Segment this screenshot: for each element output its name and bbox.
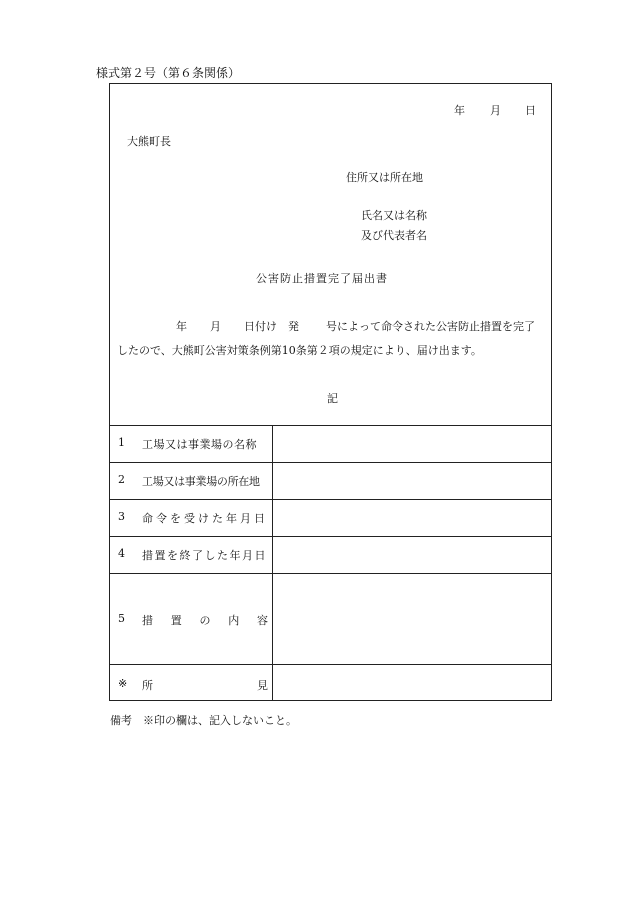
table-row-divider [109, 499, 552, 500]
table-row [118, 473, 268, 489]
body-day-issued: 日付け 発 [244, 320, 299, 333]
table-row [118, 436, 268, 452]
row-number: 3 [118, 510, 125, 523]
row-number: 1 [118, 436, 125, 449]
body-year: 年 [176, 320, 187, 333]
table-row [118, 547, 268, 563]
table-row-divider [109, 462, 552, 463]
label-start: 所 [142, 679, 153, 692]
row-label: 命令を受けた年月日 [142, 512, 268, 525]
table-row [118, 510, 268, 526]
row-label: 工場又は事業場の名称 [142, 438, 257, 451]
table-column-divider [272, 425, 273, 701]
date-day: 日 [525, 104, 536, 117]
table-row [118, 612, 268, 628]
row-number: 5 [118, 612, 125, 625]
label-char: の [199, 614, 211, 627]
row-number: ※ [118, 677, 128, 690]
table-row-divider [109, 536, 552, 537]
label-char: 容 [257, 614, 268, 627]
footer-note: 備考 ※印の欄は、記入しないこと。 [110, 714, 297, 727]
form-number: 様式第２号（第６条関係） [96, 66, 241, 80]
table-row-divider [109, 573, 552, 574]
table-row [118, 677, 268, 693]
row-number: 2 [118, 473, 125, 486]
date-year: 年 [454, 104, 465, 117]
name-label-1: 氏名又は名称 [361, 209, 427, 222]
date-month: 月 [490, 104, 501, 117]
ki-marker: 記 [327, 392, 338, 405]
row-label: 工場又は事業場の所在地 [142, 475, 260, 488]
row-label: 措置を終了した年月日 [142, 549, 267, 562]
body-line1-rest: 号によって命令された公害防止措置を完了 [326, 320, 535, 333]
name-label-2: 及び代表者名 [361, 229, 427, 242]
label-char: 内 [228, 614, 240, 627]
label-end: 見 [257, 679, 268, 692]
body-line2: したので、大熊町公害対策条例第10条第２項の規定により、届け出ます。 [117, 344, 482, 357]
table-top-line [109, 425, 552, 426]
label-char: 措 [142, 614, 153, 627]
body-month: 月 [210, 320, 221, 333]
row-label [142, 677, 268, 693]
row-label [142, 612, 268, 628]
addressee: 大熊町長 [127, 135, 171, 148]
address-label: 住所又は所在地 [346, 171, 423, 184]
row-number: 4 [118, 547, 125, 560]
label-char: 置 [170, 614, 182, 627]
document-title: 公害防止措置完了届出書 [256, 272, 388, 285]
table-row-divider [109, 664, 552, 665]
